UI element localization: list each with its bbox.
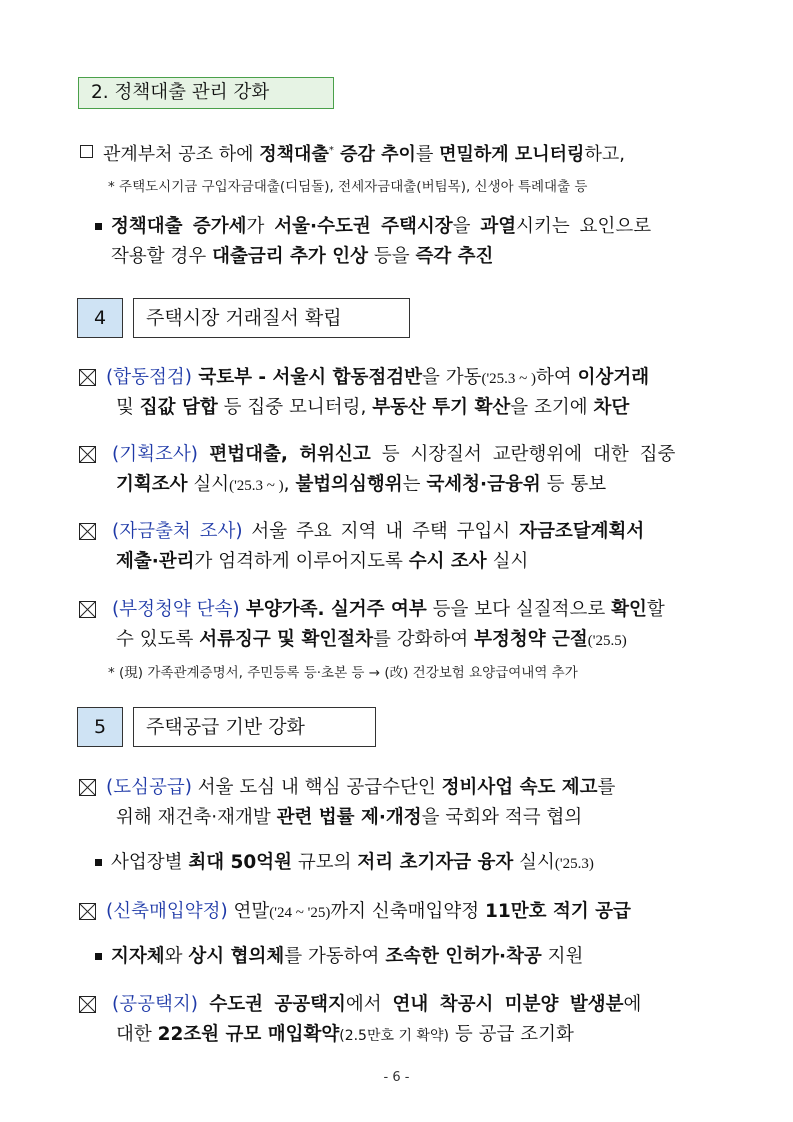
item-subscription-fraud-line-1: (부정청약 단속) 부양가족. 실거주 여부 등을 보다 실질적으로 확인할 [112,599,665,620]
square-bullet [95,223,102,230]
checkbox-x-icon [79,601,96,618]
item-public-land-line-1: (공공택지) 수도권 공공택지에서 연내 착공시 미분양 발생분에 [112,994,642,1015]
item-new-purchase: (신축매입약정) 연말('24 ~ '25)까지 신축매입약정 11만호 적기 공급 [106,901,631,922]
square-bullet [95,953,102,960]
item-planned-investigation-line-1: (기획조사) 편법대출, 허위신고 등 시장질서 교란행위에 대한 집중 [112,444,676,465]
section-2-title: 2. 정책대출 관리 강화 [78,77,334,109]
item-public-land-line-2: 대한 22조원 규모 매입확약(2.5만호 기 확약) 등 공급 조기화 [116,1024,574,1045]
checkbox-x-icon [79,779,96,796]
item-urban-supply-line-2: 위해 재건축·재개발 관련 법률 제·개정을 국회와 적극 협의 [116,807,583,828]
item-urban-supply-line-1: (도심공급) 서울 도심 내 핵심 공급수단인 정비사업 속도 제고를 [106,777,616,798]
section-4-title: 주택시장 거래질서 확립 [133,298,410,338]
paragraph-1: 관계부처 공조 하에 정책대출* 증감 추이를 면밀하게 모니터링하고, [103,144,625,165]
sub-item-local-gov: 지자체와 상시 협의체를 가동하여 조속한 인허가·착공 지원 [111,946,584,967]
section-4-number: 4 [77,298,123,338]
item-joint-inspection-line-1: (합동점검) 국토부 - 서울시 합동점검반을 가동('25.3 ~ )하여 이상거래 [106,367,650,388]
page-number: - 6 - [383,1070,410,1085]
checkbox-x-icon [79,446,96,463]
checkbox-x-icon [79,369,96,386]
paragraph-2-line-2: 작용할 경우 대출금리 추가 인상 등을 즉각 추진 [111,246,494,267]
square-bullet [95,859,102,866]
item-joint-inspection-line-2: 및 집값 담합 등 집중 모니터링, 부동산 투기 확산을 조기에 차단 [116,397,630,418]
item-planned-investigation-line-2: 기획조사 실시('25.3 ~ ), 불법의심행위는 국세청·금융위 등 통보 [116,474,607,495]
section-5-number: 5 [77,707,123,747]
item-subscription-fraud-line-2: 수 있도록 서류징구 및 확인절차를 강화하여 부정청약 근절('25.5) [116,629,627,650]
sub-item-loan: 사업장별 최대 50억원 규모의 저리 초기자금 융자 실시('25.3) [111,852,594,873]
paragraph-2-line-1: 정책대출 증가세가 서울·수도권 주택시장을 과열시키는 요인으로 [111,216,652,237]
checkbox-x-icon [79,523,96,540]
checkbox-x-icon [79,903,96,920]
checkbox-x-icon [79,996,96,1013]
item-fund-source-line-2: 제출·관리가 엄격하게 이루어지도록 수시 조사 실시 [116,551,529,572]
footnote-1: * 주택도시기금 구입자금대출(디딤돌), 전세자금대출(버팀목), 신생아 특례대출 등 [108,179,588,195]
footnote-2: * (現) 가족관계증명서, 주민등록 등·초본 등 → (改) 건강보험 요양급여내역 추가 [108,665,578,681]
section-5-title: 주택공급 기반 강화 [133,707,376,747]
hollow-square-bullet [80,145,93,158]
item-fund-source-line-1: (자금출처 조사) 서울 주요 지역 내 주택 구입시 자금조달계획서 [112,521,645,542]
